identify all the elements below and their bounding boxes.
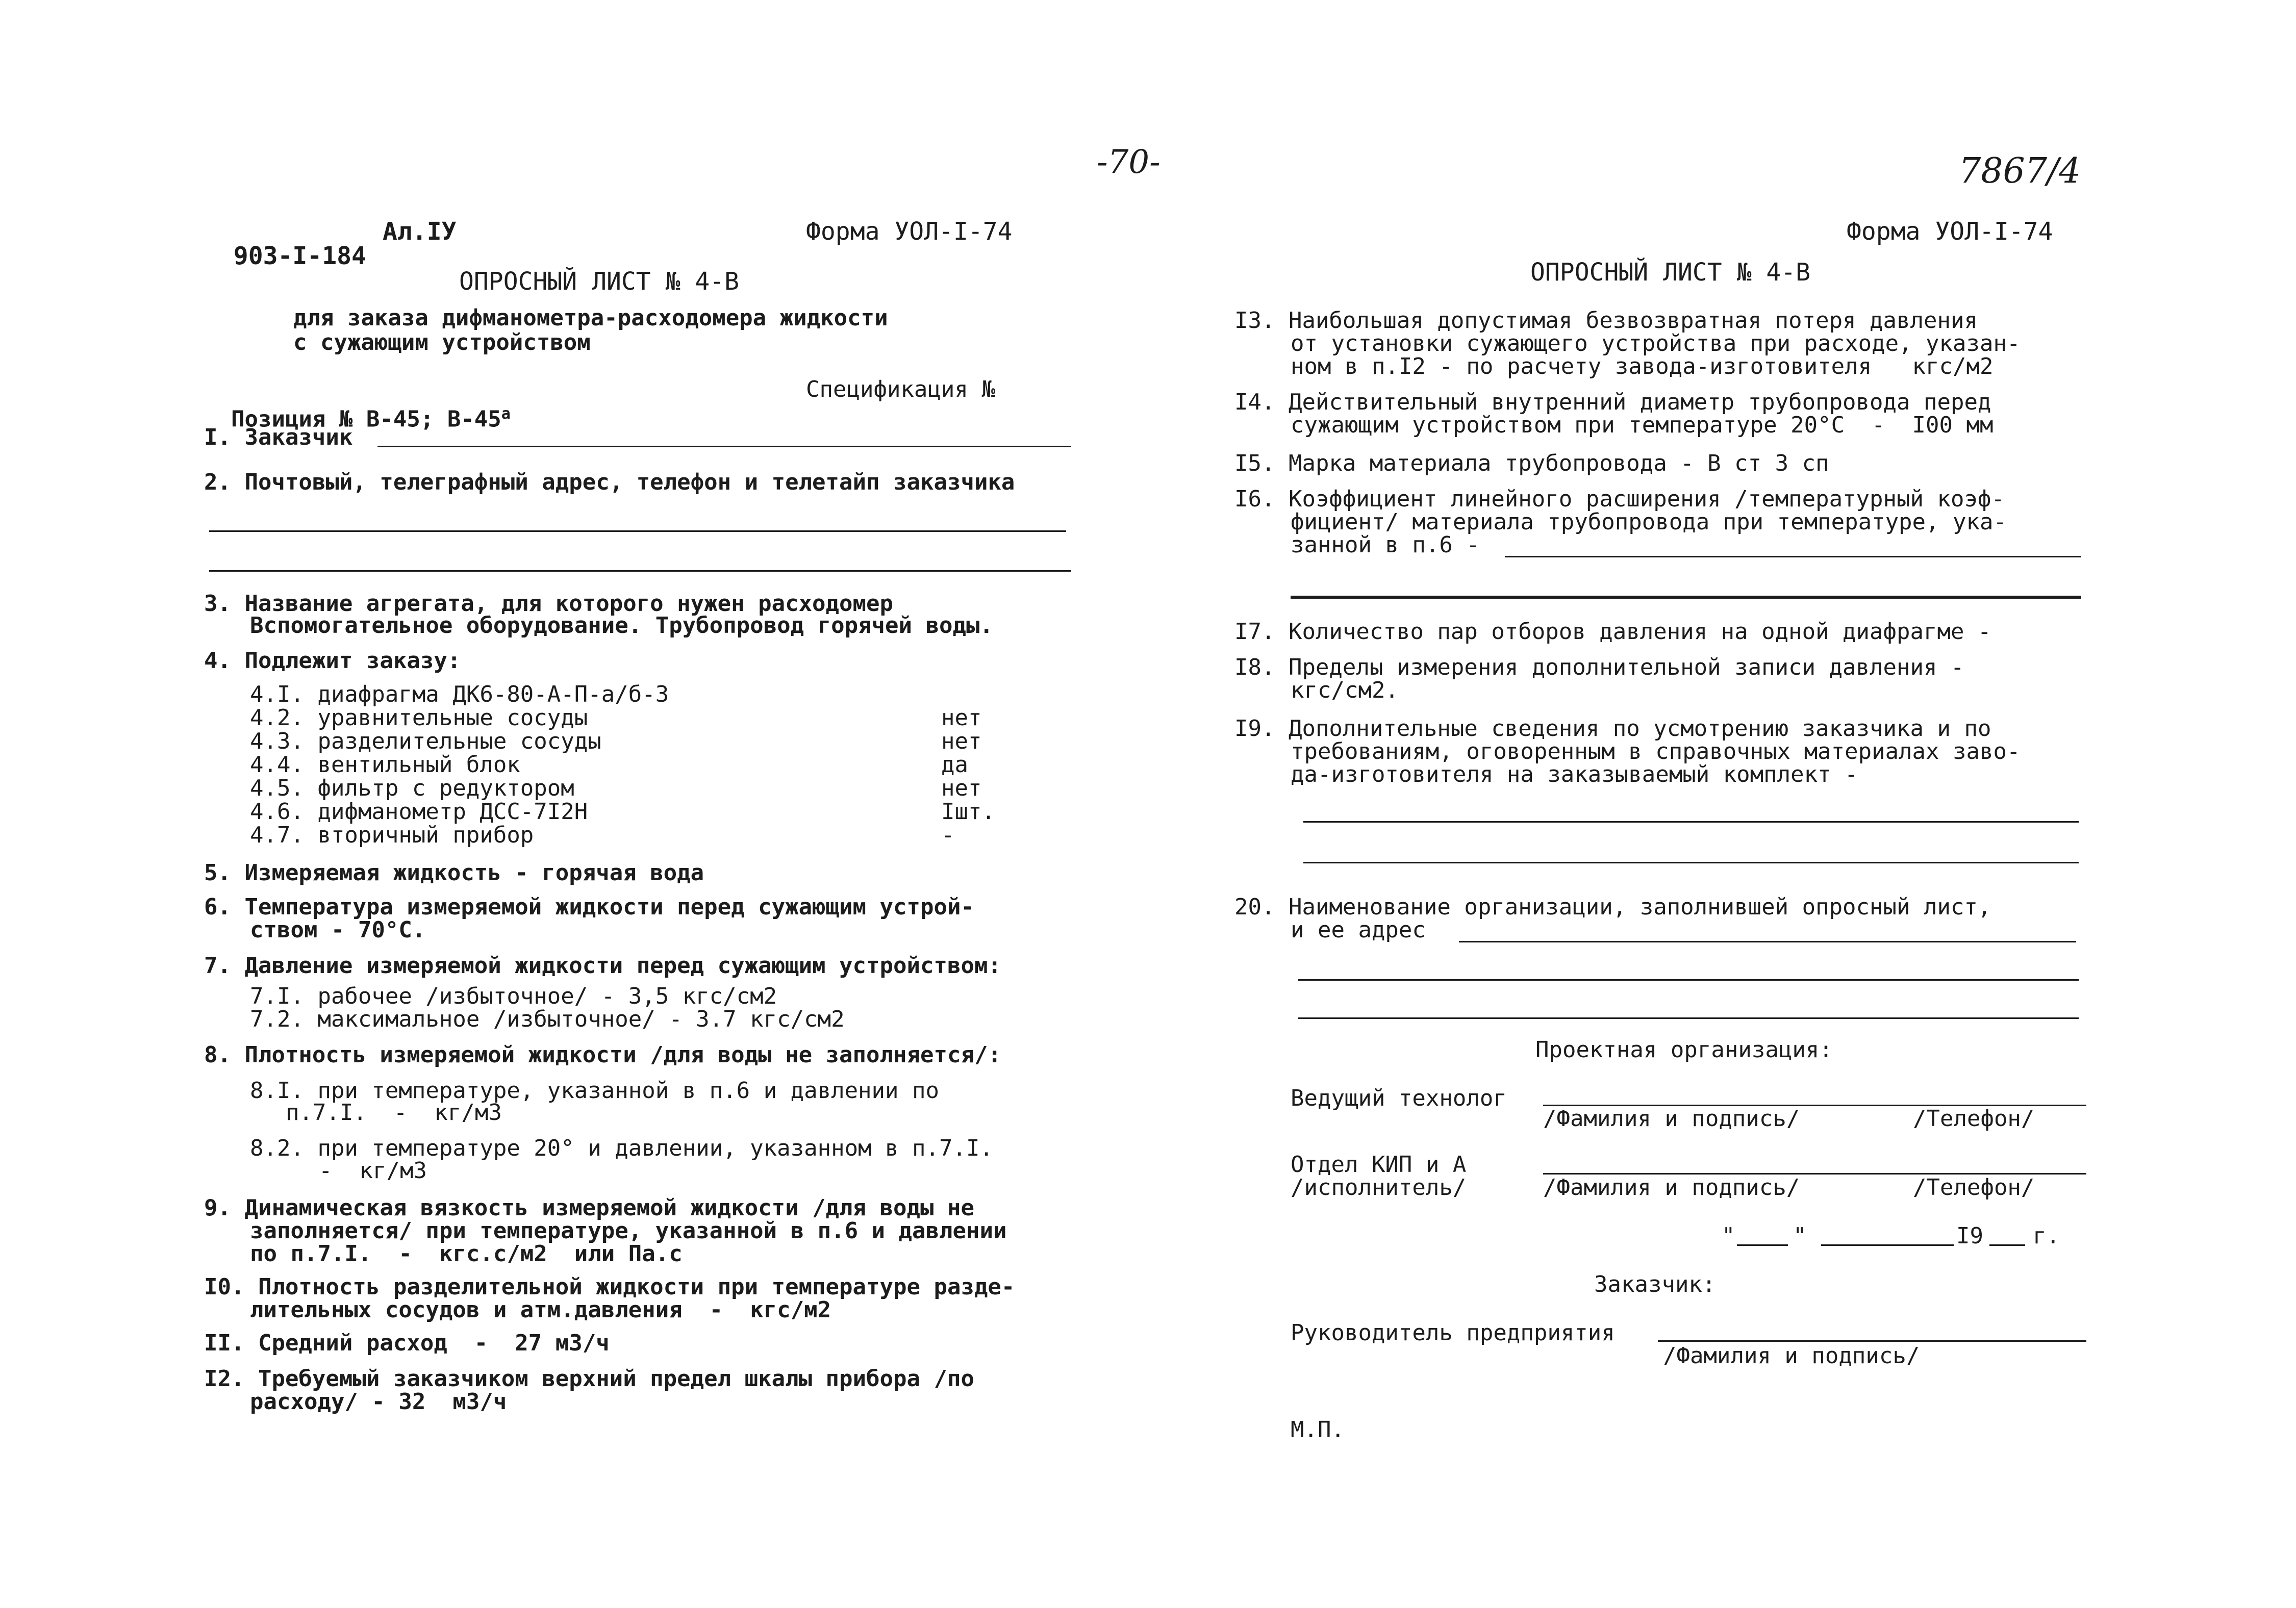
position-field bbox=[204, 377, 511, 432]
date-year-line bbox=[1989, 1244, 2025, 1246]
stamp-place: М.П. bbox=[1291, 1417, 1345, 1443]
sub-item-4-3-value: нет bbox=[941, 728, 982, 754]
item-14-line-1: I4. Действительный внутренний диаметр трубопровода перед bbox=[1234, 389, 1991, 415]
sub-item-4-4 bbox=[250, 753, 520, 777]
kip-name-sign: /Фамилия и подпись/ bbox=[1543, 1175, 1800, 1201]
sub-item-4-5-value: нет bbox=[941, 775, 982, 801]
date-month-line bbox=[1821, 1244, 1954, 1246]
item-19-line-1: I9. Дополнительные сведения по усмотрению заказчика и по bbox=[1234, 716, 1991, 742]
item-3-line-2: Вспомогательное оборудование. Трубопровод горячей воды. bbox=[250, 612, 993, 639]
sub-item-4-3 bbox=[250, 729, 601, 754]
item-16-line-2: фициент/ материала трубопровода при температуре, ука- bbox=[1291, 509, 2007, 535]
customer-line bbox=[377, 446, 1071, 447]
item-20-line-1: 20. Наименование организации, заполнившей опросный лист, bbox=[1234, 894, 1991, 920]
date-year-prefix: I9 bbox=[1956, 1223, 1983, 1249]
enterprise-head: Руководитель предприятия bbox=[1291, 1320, 1615, 1346]
item-19-line-b bbox=[1303, 862, 2079, 863]
sub-item-4-7 bbox=[250, 823, 534, 848]
kip-dept-line-2: /исполнитель/ bbox=[1291, 1175, 1467, 1201]
sheet-code: 7867/4 bbox=[1959, 151, 2081, 191]
sub-item-label: 4.2. уравнительные сосуды bbox=[250, 705, 588, 731]
item-8-2-line-1: 8.2. при температуре 20° и давлении, указанном в п.7.I. bbox=[250, 1135, 993, 1161]
project-code-text: 903-I-184 bbox=[233, 242, 366, 270]
item-8-1-line-2: п.7.I. - кг/м3 bbox=[286, 1100, 502, 1126]
item-7-2: 7.2. максимальное /избыточное/ - 3.7 кгс/см2 bbox=[250, 1006, 845, 1032]
item-18-line-1: I8. Пределы измерения дополнительной записи давления - bbox=[1234, 654, 1964, 680]
item-16-line-1: I6. Коэффициент линейного расширения /температурный коэф- bbox=[1234, 486, 2005, 512]
item-9-line-1: 9. Динамическая вязкость измеряемой жидкости /для воды не bbox=[204, 1195, 974, 1221]
lead-technologist: Ведущий технолог bbox=[1291, 1085, 1507, 1111]
item-8-heading: 8. Плотность измеряемой жидкости /для воды не заполняется/: bbox=[204, 1042, 1001, 1068]
item-16-line-extra bbox=[1291, 596, 2081, 599]
sub-item-label: 4.4. вентильный блок bbox=[250, 752, 520, 778]
item-18-line-2: кгс/см2. bbox=[1291, 677, 1399, 703]
sub-item-4-6-value: Iшт. bbox=[941, 799, 995, 825]
item-10-line-2: лительных сосудов и атм.давления - кгс/м2 bbox=[250, 1297, 831, 1323]
item-7-1: 7.I. рабочее /избыточное/ - 3,5 кгс/см2 bbox=[250, 983, 777, 1009]
item-13-line-2: от установки сужающего устройства при расходе, указан- bbox=[1291, 330, 2021, 356]
sub-item-4-2-value: нет bbox=[941, 705, 982, 731]
item-19-line-2: требованиям, оговоренным в справочных материалах заво- bbox=[1291, 738, 2021, 764]
item-8-1-line-1: 8.I. при температуре, указанной в п.6 и давлении по bbox=[250, 1078, 940, 1104]
enterprise-head-line bbox=[1658, 1340, 2086, 1342]
item-12-line-2: расходу/ - 32 м3/ч bbox=[250, 1389, 507, 1415]
position-text: Позиция № В-45; В-45 bbox=[231, 406, 501, 432]
address-line-2 bbox=[209, 570, 1071, 572]
item-1-customer: I. Заказчик bbox=[204, 424, 353, 450]
sub-item-label: 4.6. дифманометр ДСС-7I2Н bbox=[250, 799, 588, 825]
sub-item-4-2 bbox=[250, 706, 588, 730]
left-subtitle-1: для заказа дифманометра-расходомера жидкости bbox=[293, 305, 888, 331]
album-number: Ал.IУ bbox=[383, 217, 457, 246]
kip-dept-line-1: Отдел КИП и А bbox=[1291, 1152, 1467, 1178]
item-16-line-3: занной в п.6 - bbox=[1291, 532, 1480, 558]
item-19-line-a bbox=[1303, 821, 2079, 823]
lead-tech-phone: /Телефон/ bbox=[1913, 1106, 2035, 1132]
date-close-quote: " bbox=[1793, 1223, 1807, 1249]
date-open-quote: " bbox=[1722, 1223, 1735, 1249]
sub-item-label: 4.7. вторичный прибор bbox=[250, 822, 534, 848]
left-title: ОПРОСНЫЙ ЛИСТ № 4-В bbox=[459, 267, 740, 296]
item-3-line-1: 3. Название агрегата, для которого нужен расходомер bbox=[204, 591, 894, 617]
item-14-line-2: сужающим устройством при температуре 20°С - I00 мм bbox=[1291, 412, 1994, 438]
item-15-material: I5. Марка материала трубопровода - В ст 3 сп bbox=[1234, 450, 1829, 476]
sub-item-4-4-value: да bbox=[941, 752, 968, 778]
enterprise-name-sign: /Фамилия и подпись/ bbox=[1663, 1343, 1920, 1369]
item-13-line-3: ном в п.I2 - по расчету завода-изготовителя кгс/м2 bbox=[1291, 353, 1994, 379]
sub-item-4-1 bbox=[250, 682, 669, 707]
item-8-2-line-2: - кг/м3 bbox=[319, 1158, 427, 1184]
item-13-line-1: I3. Наибольшая допустимая безвозвратная потеря давления bbox=[1234, 308, 1978, 334]
item-2-address: 2. Почтовый, телеграфный адрес, телефон и телетайп заказчика bbox=[204, 469, 1015, 495]
item-5-liquid: 5. Измеряемая жидкость - горячая вода bbox=[204, 860, 704, 886]
item-20-line-b bbox=[1298, 979, 2079, 981]
page-number: -70- bbox=[1097, 143, 1160, 181]
item-6-line-2: ством - 70°С. bbox=[250, 917, 426, 943]
date-day-line bbox=[1737, 1244, 1788, 1246]
item-9-line-2: заполняется/ при температуре, указанной в п.6 и давлении bbox=[250, 1218, 1007, 1244]
kip-phone: /Телефон/ bbox=[1913, 1175, 2035, 1201]
form-code-right: Форма УОЛ-I-74 bbox=[1847, 217, 2053, 246]
item-20-line-c bbox=[1298, 1017, 2079, 1019]
item-7-heading: 7. Давление измеряемой жидкости перед сужающим устройством: bbox=[204, 953, 1001, 979]
item-9-line-3: по п.7.I. - кгс.с/м2 или Па.с bbox=[250, 1241, 683, 1267]
sub-item-label: 4.5. фильтр с редуктором bbox=[250, 775, 574, 801]
date-g: г. bbox=[2033, 1223, 2060, 1249]
item-10-line-1: I0. Плотность разделительной жидкости при температуре разде- bbox=[204, 1274, 1015, 1300]
specification-field: Спецификация № bbox=[806, 376, 995, 402]
lead-tech-name-sign: /Фамилия и подпись/ bbox=[1543, 1106, 1800, 1132]
right-title: ОПРОСНЫЙ ЛИСТ № 4-В bbox=[1530, 258, 1811, 287]
left-subtitle-2: с сужающим устройством bbox=[293, 329, 591, 355]
item-4-heading: 4. Подлежит заказу: bbox=[204, 648, 461, 674]
item-11-flow: II. Средний расход - 27 м3/ч bbox=[204, 1330, 610, 1356]
project-code bbox=[204, 219, 366, 268]
sub-item-4-5 bbox=[250, 776, 574, 801]
item-20-line-2: и ее адрес bbox=[1291, 917, 1426, 943]
item-6-line-1: 6. Температура измеряемой жидкости перед сужающим устрой- bbox=[204, 894, 974, 920]
sub-item-4-7-value: - bbox=[941, 822, 955, 848]
item-19-line-3: да-изготовителя на заказываемый комплект - bbox=[1291, 761, 1858, 787]
position-superscript: а bbox=[501, 405, 511, 423]
project-org-heading: Проектная организация: bbox=[1535, 1037, 1833, 1063]
form-code-left: Форма УОЛ-I-74 bbox=[806, 217, 1013, 246]
sub-item-label: 4.3. разделительные сосуды bbox=[250, 728, 601, 754]
address-line-1 bbox=[209, 530, 1066, 532]
item-17-taps: I7. Количество пар отборов давления на одной диафрагме - bbox=[1234, 619, 1991, 645]
sub-item-4-6 bbox=[250, 800, 588, 824]
sub-item-label: 4.I. диафрагма ДК6-80-А-П-а/б-3 bbox=[250, 681, 669, 707]
customer-heading: Заказчик: bbox=[1594, 1271, 1716, 1297]
item-16-line bbox=[1505, 556, 2081, 557]
item-12-line-1: I2. Требуемый заказчиком верхний предел шкалы прибора /по bbox=[204, 1366, 974, 1392]
item-20-line-a bbox=[1459, 941, 2076, 942]
